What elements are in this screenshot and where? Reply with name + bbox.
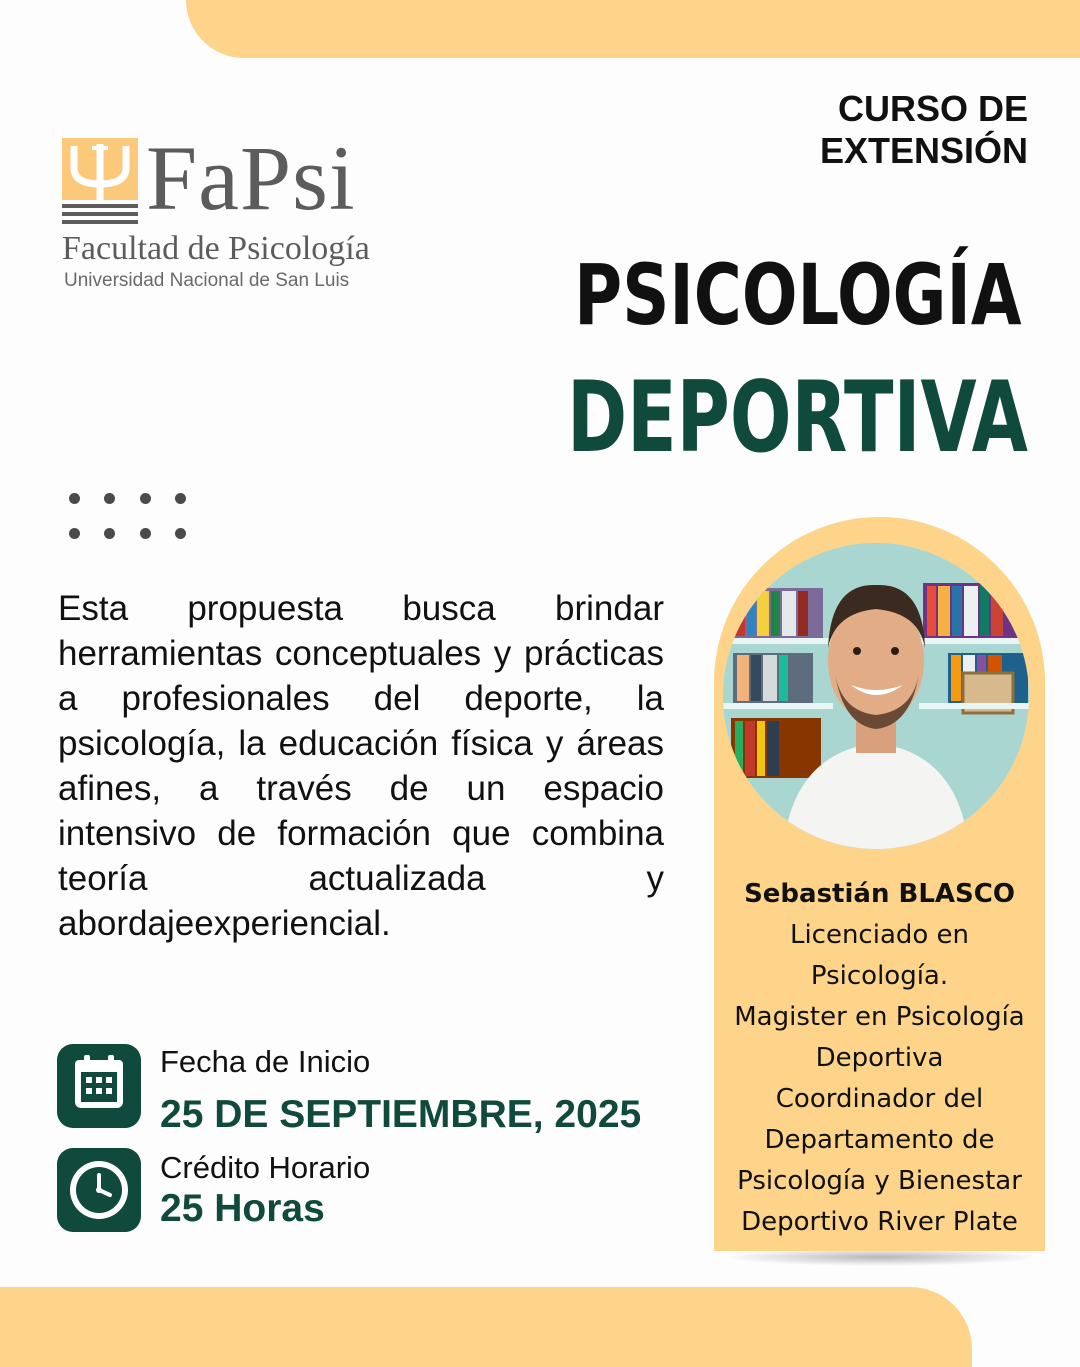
course-type-line-1: CURSO DE <box>837 88 1028 129</box>
speaker-name: Sebastián BLASCO <box>744 879 1015 909</box>
bottom-accent-band <box>0 1287 972 1367</box>
decorative-dots <box>66 490 196 542</box>
logo-university: Universidad Nacional de San Luis <box>64 270 350 291</box>
course-title-line-2: DEPORTIVA <box>567 361 1028 475</box>
speaker-photo <box>723 543 1029 849</box>
speaker-bio-line: Deportiva <box>815 1043 944 1073</box>
hours-label: Crédito Horario <box>160 1150 371 1185</box>
dot <box>104 493 115 504</box>
dot <box>69 493 80 504</box>
top-accent-band <box>186 0 1080 58</box>
dot <box>140 493 151 504</box>
dot <box>175 493 186 504</box>
psi-emblem-icon <box>62 138 138 230</box>
speaker-bio-line: Psicología y Bienestar <box>737 1166 1022 1196</box>
speaker-bio-line: Psicología. <box>810 961 949 991</box>
calendar-icon <box>57 1044 141 1128</box>
course-description: Esta propuesta busca brindar herramientas conceptuales y prácticas a profesionales del deporte, la psicología, la educación física y áreas afines, a través de un espacio intensivo de formación que combina teoría actualizada y abordajeexperiencial. <box>58 589 664 943</box>
dot <box>140 528 151 539</box>
course-type <box>628 88 1028 172</box>
course-type-line-2: EXTENSIÓN <box>819 130 1028 171</box>
speaker-bio-line: Departamento de <box>764 1125 995 1155</box>
speaker-bio-line: Coordinador del <box>775 1084 984 1114</box>
dot <box>104 528 115 539</box>
start-date-value: 25 DE SEPTIEMBRE, 2025 <box>160 1093 642 1136</box>
hours-value: 25 Horas <box>160 1187 325 1230</box>
dot <box>69 528 80 539</box>
speaker-bio <box>714 874 1045 1243</box>
logo-faculty: Facultad de Psicología <box>62 230 370 267</box>
speaker-bio-line: Licenciado en <box>789 920 970 950</box>
start-date-label: Fecha de Inicio <box>160 1044 371 1079</box>
clock-icon <box>57 1148 141 1232</box>
dot <box>175 528 186 539</box>
logo-wordmark: FaPsi <box>146 127 356 229</box>
fapsi-logo <box>60 127 390 297</box>
course-title-line-1: PSICOLOGÍA <box>574 246 1022 344</box>
speaker-bio-line: Magister en Psicología <box>734 1002 1025 1032</box>
speaker-bio-line: Deportivo River Plate <box>741 1207 1018 1237</box>
